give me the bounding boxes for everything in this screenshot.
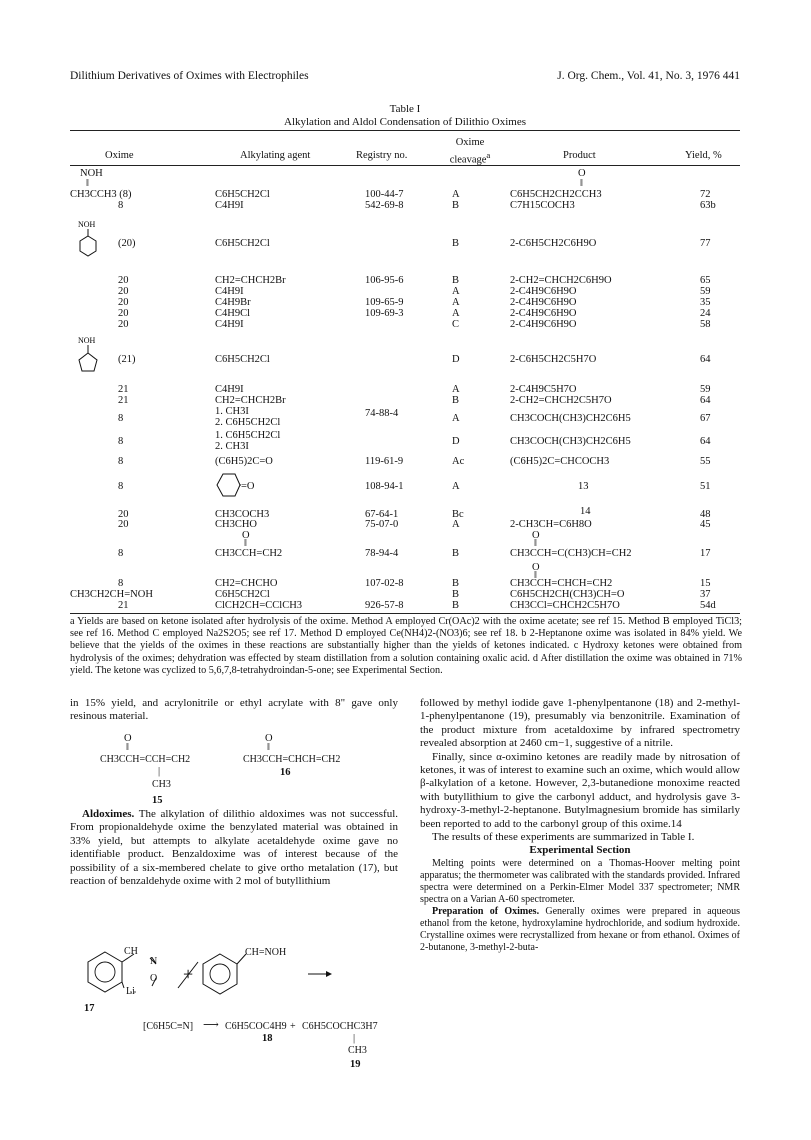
cell-yield: 35: [700, 297, 711, 308]
cell-product: CH3CCH=CHCH=CH2: [510, 578, 613, 589]
cell-oxime: 21: [118, 384, 129, 395]
cell-agent: 1. C6H5CH2Cl: [215, 430, 281, 441]
structure-17-o: O: [150, 973, 158, 984]
cell-registry: 107-02-8: [365, 578, 404, 589]
double-bond-mark: ‖: [534, 538, 537, 549]
table-label: Table I: [389, 103, 421, 115]
right-paragraph-1: followed by methyl iodide gave 1-phenylpentanone (18) and 2-methyl-1-phenylpentanone (19), presumably via benzonitrile. Examination of the product mixture from acetaldoxime by infrared spectrometry revealed absorption at 2460 cm−1, suggestive of a nitrile.: [420, 697, 740, 750]
cell-yield: 59: [700, 384, 711, 395]
cell-yield: 48: [700, 509, 711, 520]
cell-cleavage: B: [452, 589, 460, 600]
cell-agent: CH2=CHCHO: [215, 578, 278, 589]
cell-registry: 74-88-4: [365, 408, 399, 419]
cell-agent: C4H9I: [215, 319, 244, 330]
single-bond-mark: |: [158, 766, 161, 777]
cell-agent: C4H9Cl: [215, 308, 251, 319]
cell-agent: CH3CCH=CH2: [215, 548, 283, 559]
cell-cleavage: Ac: [452, 456, 465, 467]
cell-agent: 1. CH3I: [215, 406, 249, 417]
single-bond-mark: |: [353, 1033, 356, 1044]
cyclohexanone-oxime-structure: [78, 218, 112, 258]
cell-cleavage: A: [452, 308, 460, 319]
cell-oxime: 20: [118, 319, 129, 330]
svg-text:NOH: NOH: [78, 220, 96, 229]
svg-text:+: +: [183, 964, 194, 984]
cell-product: 2-C4H9C6H9O: [510, 297, 577, 308]
header-title: Dilithium Derivatives of Oximes with Electrophiles: [70, 70, 309, 82]
table-title: Alkylation and Aldol Condensation of Dilithio Oximes: [284, 116, 526, 128]
cell-product: 13: [578, 481, 589, 492]
cell-oxime: 8: [118, 578, 124, 589]
cyclohexanone-ring-icon: [215, 472, 241, 498]
cell-agent: C6H5CH2Cl: [215, 589, 270, 600]
double-bond-mark: ‖: [244, 538, 247, 549]
equation-product-19: C6H5COCHC3H7: [302, 1021, 378, 1032]
cell-product: 2-C6H5CH2C5H7O: [510, 354, 597, 365]
cell-agent: C6H5CH2Cl: [215, 354, 270, 365]
cell-agent: ClCH2CH=CClCH3: [215, 600, 303, 611]
svg-text:NOH: NOH: [78, 336, 96, 345]
carbonyl-o-label: O: [242, 530, 250, 541]
cell-cleavage: A: [452, 297, 460, 308]
cell-cleavage: B: [452, 600, 460, 611]
aldoximes-paragraph: [70, 808, 398, 888]
equation-product-18: C6H5COC4H9: [225, 1021, 287, 1032]
table-footnotes: a Yields are based on ketone isolated after hydrolysis of the oxime. Method A employed Cr(OAc)2 with the oxime acetate; see ref 15. Method B employed TiCl3; see ref 16. Method C employed Na2S2O5; see ref 17. Method D employed Ce(NH4)2-(NO3)6; see ref 18. b 2-Heptanone oxime was isolated in 84% yield. We believe that the yields of the oximes in these reactions are substantially higher than the yields of ketones indicated. c Hydroxy ketones were obtained from hydrolysis of the oximes; dehydration was effected by steam distillation from a solution containing oxalic acid. d After distillation the oxime was obtained in 71% yield. The ketone was cyclized to 5,6,7,8-tetrahydroindan-5-one; see Experimental Section.: [70, 616, 742, 676]
double-bond-mark: ‖: [267, 742, 270, 753]
cell-product: 2-C4H9C5H7O: [510, 384, 577, 395]
cell-cleavage: A: [452, 413, 460, 424]
cell-cleavage: B: [452, 238, 460, 249]
cell-yield: 15: [700, 578, 711, 589]
cell-registry: 100-44-7: [365, 189, 404, 200]
table-caption: [70, 103, 740, 129]
cell-product: CH3COCH(CH3)CH2C6H5: [510, 413, 631, 424]
cell-registry: 75-07-0: [365, 519, 399, 530]
cell-yield: 72: [700, 189, 711, 200]
cell-product: C6H5CH2CH(CH3)CH=O: [510, 589, 625, 600]
cell-yield: 64: [700, 395, 711, 406]
cell-yield: 24: [700, 308, 711, 319]
cell-agent: C6H5CH2Cl: [215, 238, 270, 249]
cell-cleavage: C: [452, 319, 460, 330]
col-header-agent: Alkylating agent: [240, 150, 311, 161]
cell-product: 2-CH2=CHCH2C5H7O: [510, 395, 612, 406]
cell-agent: CH3CHO: [215, 519, 258, 530]
cell-product: CH3CCl=CHCH2C5H7O: [510, 600, 620, 611]
carbonyl-o-label: O: [532, 562, 540, 573]
cell-registry: 106-95-6: [365, 275, 404, 286]
cell-oxime: CH3CH2CH=NOH: [70, 589, 153, 600]
cell-cleavage: B: [452, 548, 460, 559]
cell-agent: C4H9I: [215, 384, 244, 395]
table-bottom-rule: [70, 613, 740, 614]
right-paragraph-3: The results of these experiments are summarized in Table I.: [432, 831, 695, 844]
cell-product: 2-C4H9C6H9O: [510, 319, 577, 330]
aldoximes-text: The alkylation of dilithio aldoximes was not successful. From propionaldehyde oxime the benzylated material was obtained in 33% yield, but attempts to alkylate acetaldehyde oxime gave no identifiable product. Benzaldoxime was of interest because of the possibility of a six-membered chelate to give ortho metalation (17), but reaction of benzaldehyde oxime with 2 mol of butyllithium: [70, 808, 398, 888]
cell-yield: 67: [700, 413, 711, 424]
cell-product: CH3COCH(CH3)CH2C6H5: [510, 436, 631, 447]
cell-oxime: 8: [118, 548, 124, 559]
table-header-rule: [70, 165, 740, 166]
cell-oxime: 8: [118, 456, 124, 467]
cell-cleavage: A: [452, 189, 460, 200]
cell-cleavage: D: [452, 436, 460, 447]
cell-cleavage: B: [452, 578, 460, 589]
structure-17-n: N: [150, 956, 158, 967]
double-bond-mark: ‖: [86, 178, 89, 189]
cell-yield: 54d: [700, 600, 716, 611]
cell-cleavage: A: [452, 481, 460, 492]
cell-agent: CH2=CHCH2Br: [215, 395, 286, 406]
cell-oxime: 20: [118, 308, 129, 319]
structure-19-label: 19: [350, 1059, 361, 1070]
cell-cleavage: Bc: [452, 509, 464, 520]
structure-15-formula: CH3CCH=CCH=CH2: [100, 754, 191, 765]
carbonyl-o-label: O: [532, 530, 540, 541]
preparation-text: Generally oximes were prepared in aqueous ethanol from the ketone, hydroxylamine hydrochloride, and sodium hydroxide. Crystalline oximes were recrystallized from hexane or from ethanol. Oximes of 2-butanone, 3-methyl-2-buta-: [420, 905, 740, 953]
structure-16-label: 16: [280, 767, 291, 778]
cell-yield: 51: [700, 481, 711, 492]
carbonyl-o-label: O: [124, 733, 132, 744]
cell-oxime: 20: [118, 275, 129, 286]
cell-agent: CH3COCH3: [215, 509, 270, 520]
structure-18-label: 18: [262, 1033, 273, 1044]
aldoximes-heading: Aldoximes.: [82, 808, 135, 820]
cell-yield: 64: [700, 354, 711, 365]
cell-agent: C6H5CH2Cl: [215, 189, 270, 200]
left-paragraph-1: in 15% yield, and acrylonitrile or ethyl acrylate with 8" gave only resinous material.: [70, 697, 398, 723]
equation-plus: +: [290, 1021, 296, 1032]
noh-label: NOH: [80, 168, 103, 179]
cell-registry: 109-69-3: [365, 308, 404, 319]
col-header-registry: Registry no.: [356, 150, 408, 161]
cell-agent-step2: 2. C6H5CH2Cl: [215, 417, 281, 428]
cell-yield: 45: [700, 519, 711, 530]
cell-oxime: (20): [118, 238, 136, 249]
cell-cleavage: A: [452, 384, 460, 395]
cell-product: 2-CH3CH=C6H8O: [510, 519, 592, 530]
structure-17-ch: CH: [124, 946, 138, 957]
benzaldehyde-oxime-formula: CH=NOH: [245, 947, 287, 958]
structure-15-substituent: CH3: [152, 779, 171, 790]
cell-agent: C4H9I: [215, 200, 244, 211]
right-column: [420, 697, 740, 954]
equation-reactant: [C6H5C≡N]: [143, 1021, 194, 1032]
cell-cleavage: D: [452, 354, 460, 365]
cell-oxime: 8: [118, 436, 124, 447]
cell-yield: 37: [700, 589, 711, 600]
cell-registry: 926-57-8: [365, 600, 404, 611]
cell-yield: 65: [700, 275, 711, 286]
experimental-paragraph-2: [420, 906, 740, 954]
structure-15-label: 15: [152, 795, 163, 806]
cell-registry: 67-64-1: [365, 509, 399, 520]
cell-yield: 64: [700, 436, 711, 447]
equation-substituent: CH3: [348, 1045, 367, 1056]
cell-product: CH3CCH=C(CH3)CH=CH2: [510, 548, 632, 559]
col-header-oxime: Oxime: [105, 150, 134, 161]
experimental-paragraph-1: Melting points were determined on a Thomas-Hoover melting point apparatus; the thermometer was calibrated with the standards provided. Infrared spectra were determined on a Perkin-Elmer Model 337 spectrometer; NMR spectra on a Varian A-60 spectrometer.: [420, 857, 740, 905]
cell-oxime: 8: [118, 413, 124, 424]
cell-yield: 55: [700, 456, 711, 467]
cell-oxime: 20: [118, 519, 129, 530]
cell-oxime: (21): [118, 354, 136, 365]
cell-oxime: 20: [118, 297, 129, 308]
structure-16-formula: CH3CCH=CHCH=CH2: [243, 754, 341, 765]
double-bond-mark: ‖: [534, 570, 537, 581]
cell-cleavage: A: [452, 519, 460, 530]
cell-agent-step2: 2. CH3I: [215, 441, 249, 452]
cell-yield: 58: [700, 319, 711, 330]
double-bond-mark: ‖: [580, 178, 583, 189]
double-bond-mark: ‖: [126, 742, 129, 753]
cell-oxime: 20: [118, 286, 129, 297]
cell-agent: C4H9I: [215, 286, 244, 297]
cell-oxime: 8: [118, 200, 124, 211]
cell-agent: CH2=CHCH2Br: [215, 275, 286, 286]
cell-agent: =O: [241, 481, 255, 492]
cell-yield: 63b: [700, 200, 716, 211]
carbonyl-o-label: O: [578, 168, 586, 179]
right-paragraph-2: Finally, since α-oximino ketones are readily made by nitrosation of ketones, it was of interest to examine such an oxime, which would allow β-alkylation of a ketone. However, 2,3-butanedione monoxime reacted with butyllithium to give the carbonyl adduct, and hydrolysis gave 3-hydroxy-3-methyl-2-heptanone. Butylmagnesium bromide has similarly been reported to add to the carbonyl group of this oxime.14: [420, 750, 740, 830]
cell-product: 2-C4H9C6H9O: [510, 286, 577, 297]
experimental-section-heading: Experimental Section: [529, 844, 631, 857]
cyclopentanone-oxime-structure: [78, 334, 112, 374]
col-header-product: Product: [563, 150, 596, 161]
cell-cleavage: B: [452, 200, 460, 211]
cell-product: 2-CH2=CHCH2C6H9O: [510, 275, 612, 286]
cell-cleavage: B: [452, 395, 460, 406]
preparation-heading: Preparation of Oximes.: [432, 905, 540, 917]
table-top-rule: [70, 130, 740, 131]
cell-product: C7H15COCH3: [510, 200, 575, 211]
cell-registry: 109-65-9: [365, 297, 404, 308]
cell-oxime: 21: [118, 600, 129, 611]
structure-17-li: Li: [126, 986, 135, 997]
col-header-cleavage: Oxime cleavage$^a$: [449, 137, 491, 166]
cell-yield: 17: [700, 548, 711, 559]
cell-agent: C4H9Br: [215, 297, 251, 308]
cell-registry: 108-94-1: [365, 481, 404, 492]
cell-cleavage: A: [452, 286, 460, 297]
cell-yield: 59: [700, 286, 711, 297]
cell-product: 2-C4H9C6H9O: [510, 308, 577, 319]
col-header-yield: Yield, %: [685, 150, 722, 161]
cell-product: (C6H5)2C=CHCOCH3: [510, 456, 610, 467]
structure-17-label: 17: [84, 1003, 95, 1014]
carbonyl-o-label: O: [265, 733, 273, 744]
cell-registry: 542-69-8: [365, 200, 404, 211]
cell-oxime: 20: [118, 509, 129, 520]
cell-oxime: CH3CCH3 (8): [70, 189, 132, 200]
header-citation: J. Org. Chem., Vol. 41, No. 3, 1976 441: [557, 70, 740, 82]
cell-registry: 78-94-4: [365, 548, 399, 559]
cell-yield: 77: [700, 238, 711, 249]
cell-product: C6H5CH2CH2CCH3: [510, 189, 602, 200]
left-column-aldoximes: [70, 808, 398, 888]
cell-cleavage: B: [452, 275, 460, 286]
cell-oxime: 8: [118, 481, 124, 492]
cell-oxime: 21: [118, 395, 129, 406]
cell-registry: 119-61-9: [365, 456, 404, 467]
equation-arrow: ⟶: [203, 1019, 219, 1031]
left-column: [70, 697, 398, 724]
cell-product: 14: [580, 506, 591, 517]
cell-product: 2-C6H5CH2C6H9O: [510, 238, 597, 249]
cell-agent: (C6H5)2C=O: [215, 456, 273, 467]
